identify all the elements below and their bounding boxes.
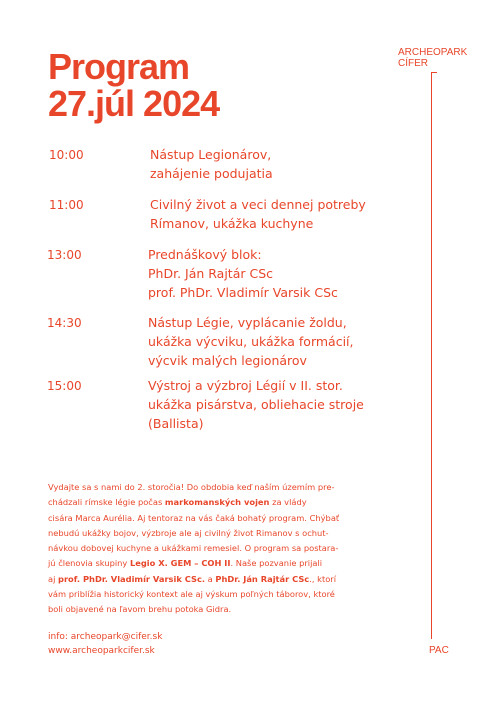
page-title: Program xyxy=(48,46,190,87)
vertical-rule xyxy=(431,72,432,639)
schedule-description xyxy=(148,245,418,302)
schedule-line: PhDr. Ján Rajtár CSc xyxy=(148,266,274,281)
intro-emphasis: markomanských vojen xyxy=(164,497,270,508)
intro-text: za vlády xyxy=(269,497,307,508)
intro-text: chádzali rímske légie počas xyxy=(48,497,165,508)
schedule-line: Civilný život a veci dennej potreby xyxy=(150,197,366,212)
event-date: 27.júl 2024 xyxy=(48,83,220,124)
contact-website[interactable]: www.archeoparkcifer.sk xyxy=(48,646,155,656)
schedule-time: 13:00 xyxy=(47,248,82,262)
intro-emphasis: prof. PhDr. Vladimír Varsik CSc. xyxy=(58,573,206,584)
intro-text: . Naše pozvanie prijali xyxy=(230,558,323,569)
schedule-description xyxy=(148,376,418,433)
schedule-description xyxy=(148,313,418,370)
schedule-line: Nástup Légie, vyplácanie žoldu, xyxy=(148,315,347,330)
brand-name-line1: ARCHEOPARK xyxy=(398,47,468,58)
schedule-line: Nástup Legionárov, xyxy=(150,147,272,162)
intro-text: a xyxy=(205,573,216,584)
intro-text: ., ktorí xyxy=(309,573,336,584)
intro-line: boli objavené na ľavom brehu potoka Gidra. xyxy=(48,604,232,615)
intro-text: jú členovia skupiny xyxy=(48,558,130,569)
contact-email[interactable]: info: archeopark@cifer.sk xyxy=(48,632,163,642)
schedule-description xyxy=(150,145,420,183)
intro-line: Vydajte sa s nami do 2. storočia! Do obdobia keď naším územím pre- xyxy=(48,482,335,492)
schedule-line: (Ballista) xyxy=(148,416,204,431)
schedule-line: ukážka výcviku, ukážka formácií, xyxy=(148,334,354,349)
schedule-line: prof. PhDr. Vladimír Varsik CSc xyxy=(148,285,338,300)
schedule-line: zahájenie podujatia xyxy=(150,166,273,181)
intro-line: návkou dobovej kuchyne a ukážkami remesiel. O program sa postara- xyxy=(48,543,339,554)
rule-tick xyxy=(431,72,437,73)
schedule-time: 11:00 xyxy=(49,198,84,212)
footer-mark: PAC xyxy=(429,645,449,656)
intro-line: nebudú ukážky bojov, výzbroje ale aj civilný život Rimanov s ochut- xyxy=(48,527,329,538)
intro-line: cisára Marca Aurélia. Aj tentoraz na vás čaká bohatý program. Chýbať xyxy=(48,512,340,523)
intro-emphasis: PhDr. Ján Rajtár CSc xyxy=(215,573,310,584)
schedule-line: výcvik malých legionárov xyxy=(148,353,307,368)
schedule-line: ukážka pisárstva, obliehacie stroje xyxy=(148,397,364,412)
schedule-line: Výstroj a výzbroj Légií v II. stor. xyxy=(148,378,343,393)
intro-text: aj xyxy=(48,573,59,584)
intro-paragraph xyxy=(48,480,388,618)
brand-name-line2: CÍFER xyxy=(398,58,428,69)
schedule-time: 10:00 xyxy=(49,148,84,162)
schedule-description xyxy=(150,195,420,233)
schedule-time: 15:00 xyxy=(47,379,82,393)
schedule-line: Rímanov, ukážka kuchyne xyxy=(150,216,314,231)
schedule-line: Prednáškový blok: xyxy=(148,247,262,262)
intro-line: vám priblížia historický kontext ale aj výskum poľných táborov, ktoré xyxy=(48,589,335,600)
intro-emphasis: Legio X. GEM – COH II xyxy=(129,558,231,569)
schedule-time: 14:30 xyxy=(47,316,82,330)
